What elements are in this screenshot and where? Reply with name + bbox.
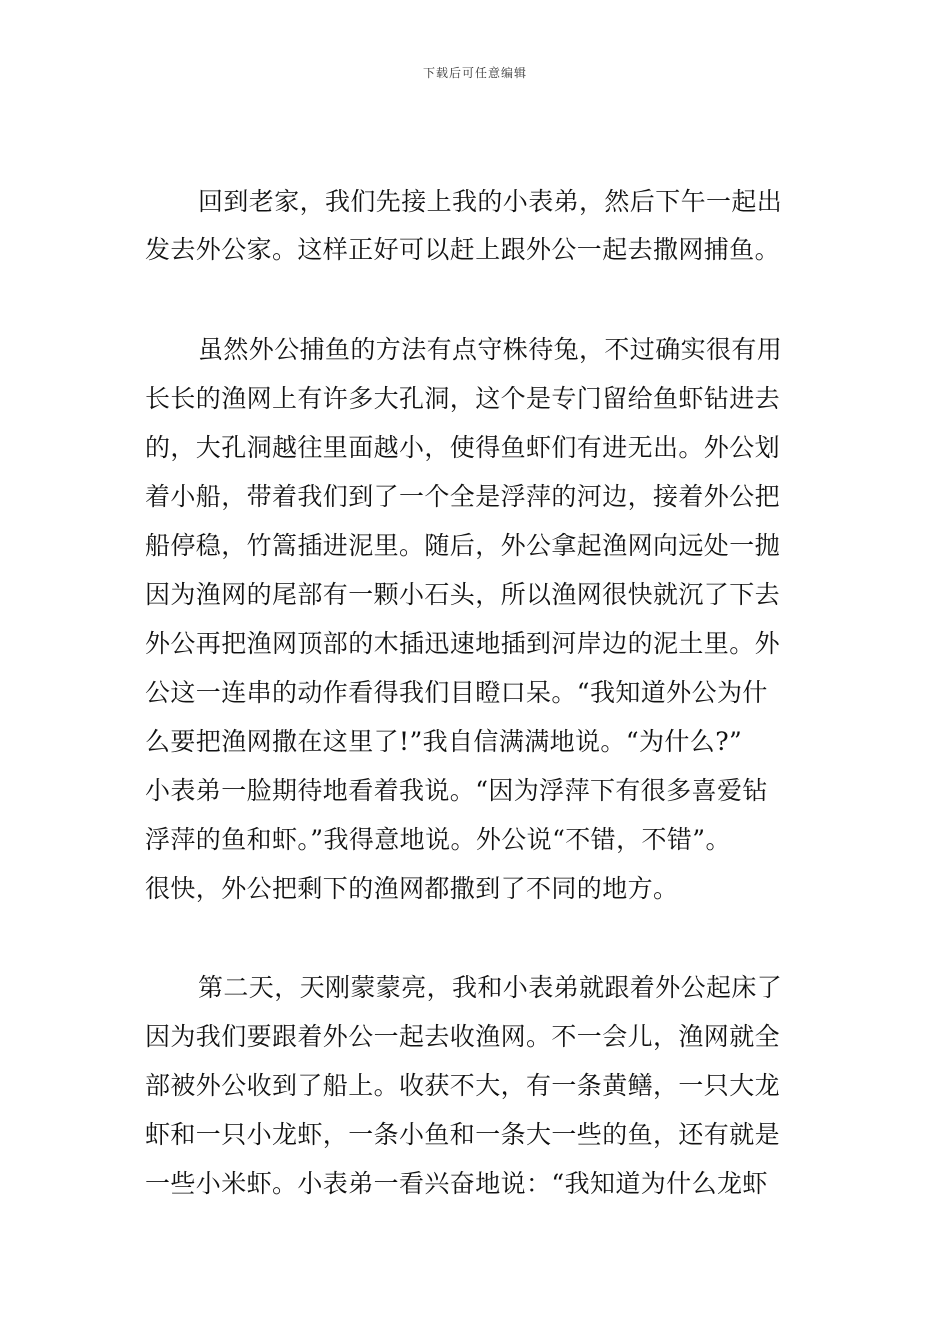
text-line: 第二天，天刚蒙蒙亮，我和小表弟就跟着外公起床了 xyxy=(198,973,783,1002)
text-line: 船停稳，竹篙插进泥里。随后，外公拿起渔网向远处一抛 xyxy=(145,531,781,560)
text-line: 因为我们要跟着外公一起去收渔网。不一会儿，渔网就全 xyxy=(145,1022,781,1051)
text-line: 回到老家，我们先接上我的小表弟，然后下午一起出 xyxy=(198,187,783,216)
page-header-note: 下载后可任意编辑 xyxy=(422,66,527,80)
text-line: 长长的渔网上有许多大孔洞，这个是专门留给鱼虾钻进去 xyxy=(145,384,781,413)
text-line: 着小船，带着我们到了一个全是浮萍的河边，接着外公把 xyxy=(145,482,781,511)
text-line: 很快，外公把剩下的渔网都撒到了不同的地方。 xyxy=(145,874,679,903)
text-line: 虾和一只小龙虾，一条小鱼和一条大一些的鱼，还有就是 xyxy=(145,1120,781,1149)
text-line: 因为渔网的尾部有一颗小石头，所以渔网很快就沉了下去 xyxy=(145,580,781,609)
text-line: 发去外公家。这样正好可以赶上跟外公一起去撒网捕鱼。 xyxy=(145,235,781,264)
text-line: 浮萍的鱼和虾。”我得意地说。外公说“不错，不错”。 xyxy=(145,825,731,854)
text-line: 外公再把渔网顶部的木插迅速地插到河岸边的泥土里。外 xyxy=(145,629,781,658)
text-line: 部被外公收到了船上。收获不大，有一条黄鳝，一只大龙 xyxy=(145,1071,781,1100)
text-line: 小表弟一脸期待地看着我说。“因为浮萍下有很多喜爱钻 xyxy=(145,776,768,805)
text-line: 公这一连串的动作看得我们目瞪口呆。“我知道外公为什 xyxy=(145,678,768,707)
text-line: 一些小米虾。小表弟一看兴奋地说：“我知道为什么龙虾 xyxy=(145,1169,768,1198)
text-line: 虽然外公捕鱼的方法有点守株待兔，不过确实很有用 xyxy=(198,335,783,364)
text-line: 么要把渔网撒在这里了!”我自信满满地说。“为什么?” xyxy=(145,727,743,756)
text-line: 的，大孔洞越往里面越小，使得鱼虾们有进无出。外公划 xyxy=(145,433,781,462)
